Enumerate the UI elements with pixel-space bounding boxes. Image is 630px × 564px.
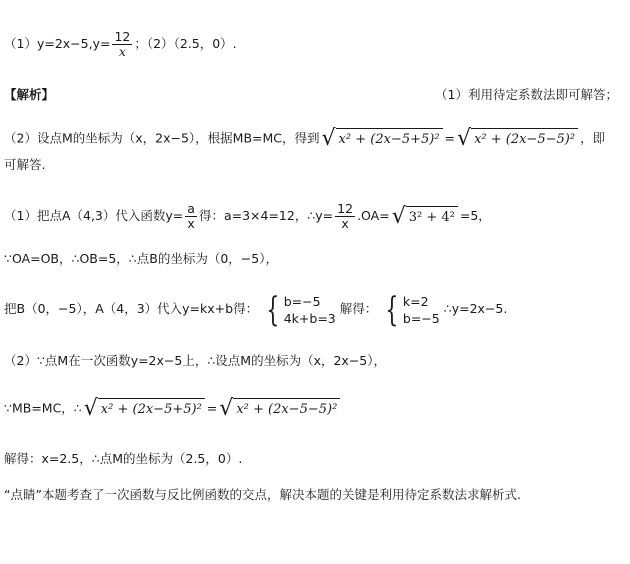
radical-oa: √ 3² + 4² bbox=[392, 206, 458, 228]
analysis-hint1: （1）利用待定系数法即可解答； bbox=[435, 87, 618, 102]
radical-mc: √ x² + (2x−5−5)² bbox=[219, 398, 340, 420]
radical-left: √ x² + (2x−5+5)² bbox=[322, 128, 443, 150]
radical-mb: √ x² + (2x−5+5)² bbox=[84, 398, 205, 420]
analysis-hint2-b: ，即 bbox=[580, 130, 606, 146]
radical-right: √ x² + (2x−5−5)² bbox=[457, 128, 578, 150]
comment-text: “点睛”本题考查了一次函数与反比例函数的交点，解决本题的关键是利用待定系数法求解析式. bbox=[4, 487, 521, 502]
answer-fraction bbox=[112, 30, 132, 59]
solution-s3-a: 把B（0，−5），A（4，3）代入y=kx+b得： bbox=[4, 301, 259, 316]
analysis-hint2-c: 可解答. bbox=[4, 157, 46, 172]
solution-line1 bbox=[4, 202, 491, 231]
fraction-numerator: 12 bbox=[114, 29, 131, 44]
solution-s1-b: 得：a=3×4=12，∴y= bbox=[198, 208, 334, 223]
answer-line bbox=[4, 30, 237, 59]
solution-s1-a: （1）把点A（4,3）代入函数y= bbox=[4, 208, 184, 223]
answer-coord: （2.5，0）. bbox=[173, 36, 237, 51]
solution-line3 bbox=[4, 289, 508, 330]
solution-line2 bbox=[4, 250, 278, 268]
answer-eq1: y=2x−5,y= bbox=[36, 36, 111, 51]
solution-s5-a: ∵MB=MC，∴ bbox=[4, 400, 82, 416]
equation-system-2: { k=2 b=−5 bbox=[385, 289, 440, 330]
analysis-hint2-line bbox=[4, 128, 605, 150]
solution-s1-c: .OA= bbox=[357, 208, 390, 223]
solution-s3-c: ∴y=2x−5. bbox=[443, 301, 508, 316]
fraction-denominator: x bbox=[118, 44, 126, 59]
analysis-hint2-cont bbox=[4, 156, 45, 174]
equation-system-1: { b=−5 4k+b=3 bbox=[266, 289, 336, 330]
analysis-hint2-a: （2）设点M的坐标为（x，2x−5），根据MB=MC，得到 bbox=[4, 130, 320, 146]
answer-separator: ；（2） bbox=[134, 36, 174, 51]
fraction-a-over-x: $\frac{a}{x}$ bbox=[187, 201, 195, 231]
fraction-12-over-x: $\frac{12}{x}$ bbox=[337, 201, 354, 231]
analysis-heading-line bbox=[4, 86, 624, 104]
solution-s4: （2）∵点M在一次函数y=2x−5上，∴设点M的坐标为（x，2x−5）， bbox=[4, 353, 387, 368]
analysis-equals: = bbox=[444, 130, 456, 146]
analysis-heading: 【解析】 bbox=[4, 87, 55, 102]
solution-s2: ∵OA=OB，∴OB=5，∴点B的坐标为（0，−5）， bbox=[4, 251, 278, 266]
solution-line4 bbox=[4, 352, 386, 370]
solution-line6 bbox=[4, 450, 242, 468]
solution-s6: 解得：x=2.5，∴点M的坐标为（2.5，0）. bbox=[4, 451, 243, 466]
solution-s1-d: =5， bbox=[459, 208, 491, 223]
solution-s3-b: 解得： bbox=[339, 301, 378, 316]
solution-s5-eq: = bbox=[206, 400, 218, 416]
answer-part1-label: （1） bbox=[4, 36, 37, 51]
solution-line5 bbox=[4, 398, 342, 420]
comment-line bbox=[4, 486, 521, 504]
